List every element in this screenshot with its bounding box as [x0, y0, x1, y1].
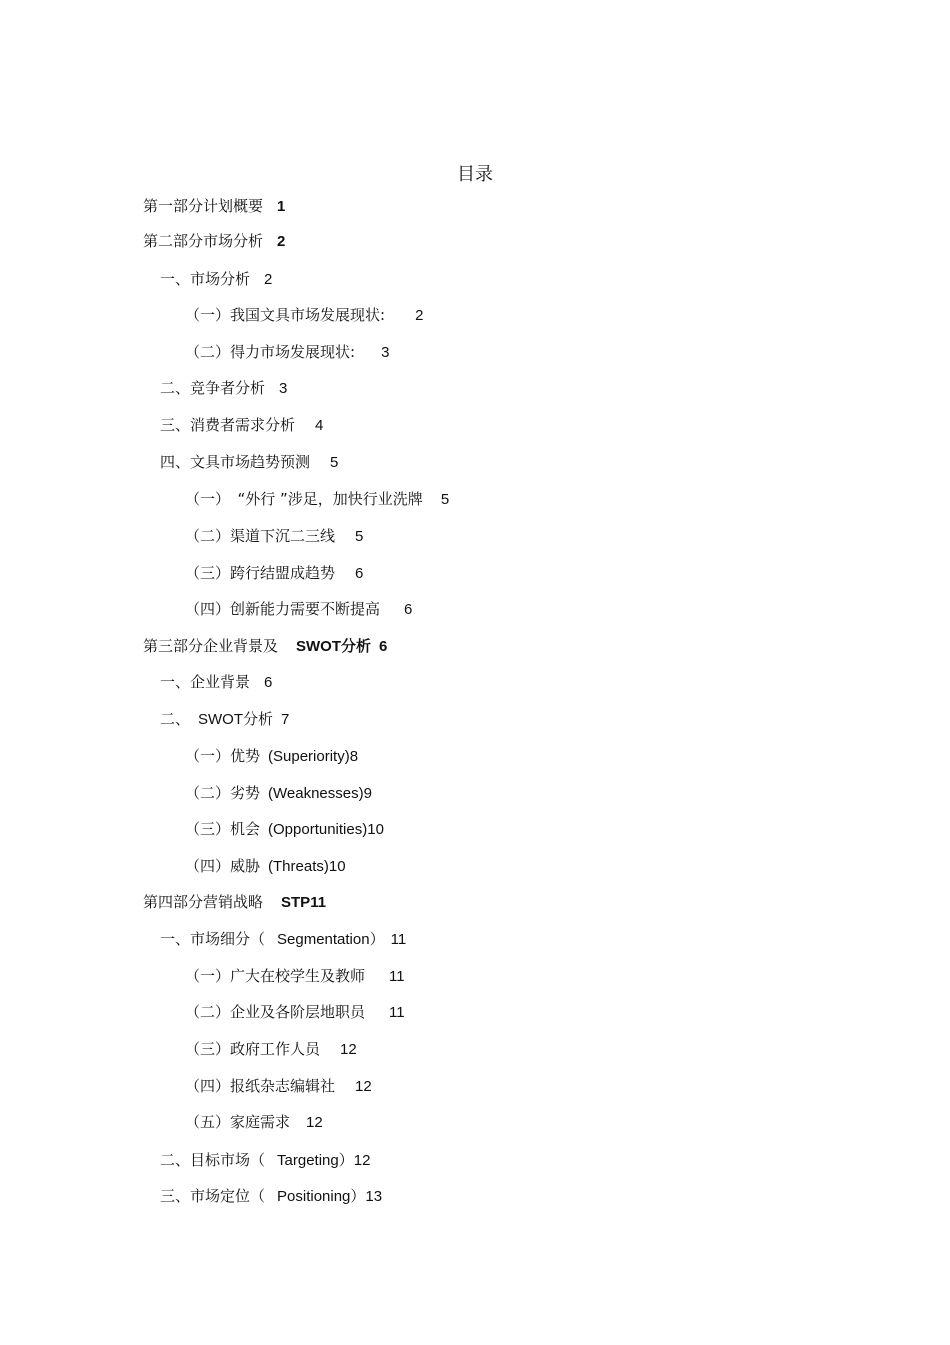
toc-entry-suffix: (Superiority)8	[268, 748, 359, 765]
toc-entry-text: 二、竞争者分析	[160, 379, 266, 397]
toc-entry-suffix: (Opportunities)10	[268, 821, 384, 838]
toc-entry-page: 3	[381, 344, 390, 361]
toc-entry-suffix: (Weaknesses)9	[268, 785, 372, 802]
toc-title: 目录	[457, 164, 493, 185]
toc-entry-page: 12	[306, 1114, 323, 1131]
toc-entry-page: 5	[330, 454, 339, 471]
toc-entry-suffix: Targeting）12	[277, 1152, 371, 1169]
toc-entry-text: （一）我国文具市场发展现状:	[185, 306, 386, 324]
toc-entry	[160, 1148, 370, 1172]
toc-entry-suffix: SWOT分析	[296, 638, 372, 655]
toc-entry-text: （四）报纸杂志编辑社	[185, 1077, 336, 1095]
toc-entry-text: 第二部分市场分析	[143, 232, 264, 250]
toc-entry	[185, 1037, 357, 1061]
toc-entry-text: （四）创新能力需要不断提高	[185, 600, 381, 618]
toc-entry-text: 三、市场定位（	[160, 1187, 266, 1205]
toc-entry-page: 12	[340, 1041, 357, 1058]
toc-entry-page: 2	[264, 271, 273, 288]
toc-entry-page: 6	[379, 638, 388, 655]
toc-entry-text: 第一部分计划概要	[143, 197, 264, 215]
toc-entry-text: 第三部分企业背景及	[143, 637, 279, 655]
toc-entry-text: （二）得力市场发展现状:	[185, 343, 356, 361]
toc-entry-page: 11	[390, 931, 407, 948]
toc-entry	[143, 229, 285, 253]
toc-entry-suffix: Positioning）13	[277, 1188, 383, 1205]
toc-entry	[160, 450, 338, 474]
toc-entry	[160, 927, 406, 951]
toc-entry-suffix: STP11	[281, 894, 327, 911]
toc-entry	[160, 376, 287, 400]
toc-entry-text: 二、目标市场（	[160, 1151, 266, 1169]
toc-entry-page: 7	[281, 711, 290, 728]
toc-entry	[160, 1184, 382, 1208]
toc-entry-page: 6	[404, 601, 413, 618]
toc-entry	[185, 303, 423, 327]
toc-entry-text: 四、文具市场趋势预测	[160, 453, 311, 471]
toc-entry-text: 三、消费者需求分析	[160, 416, 296, 434]
toc-entry-suffix: (Threats)10	[268, 858, 346, 875]
toc-entry	[185, 1074, 372, 1098]
toc-entry-page: 12	[355, 1078, 372, 1095]
toc-entry-page: 6	[264, 674, 273, 691]
toc-entry	[185, 487, 449, 511]
toc-entry-text: （一） “外行 ”涉足，加快行业洗牌	[185, 490, 423, 508]
toc-entry-page: 4	[315, 417, 324, 434]
toc-entry	[185, 744, 358, 768]
toc-entry	[185, 561, 363, 585]
toc-entry-page: 5	[355, 528, 364, 545]
toc-entry-page: 11	[389, 968, 405, 985]
toc-entry-page: 2	[277, 233, 286, 250]
toc-entry	[185, 1000, 405, 1024]
toc-entry-page: 6	[355, 565, 364, 582]
toc-entry	[185, 817, 384, 841]
toc-entry-page: 11	[389, 1004, 405, 1021]
toc-entry	[143, 890, 326, 914]
toc-entry-text: （三）机会	[185, 820, 261, 838]
toc-entry	[160, 707, 289, 731]
toc-entry-text: （一）广大在校学生及教师	[185, 967, 366, 985]
toc-entry-text: 第四部分营销战略	[143, 893, 264, 911]
toc-entry-text: 一、市场分析	[160, 270, 251, 288]
toc-entry-text: （二）劣势	[185, 784, 261, 802]
toc-entry-text: （五）家庭需求	[185, 1113, 291, 1131]
toc-entry	[143, 634, 387, 658]
toc-entry-text: 一、企业背景	[160, 673, 251, 691]
toc-entry	[185, 340, 389, 364]
toc-entry	[143, 194, 285, 218]
toc-entry	[185, 1110, 323, 1134]
toc-entry	[185, 524, 363, 548]
toc-entry-text: （二）企业及各阶层地职员	[185, 1003, 366, 1021]
toc-entry	[185, 854, 346, 878]
toc-entry-text: （二）渠道下沉二三线	[185, 527, 336, 545]
toc-entry-page: 5	[440, 491, 450, 508]
toc-entry-text: （四）威胁	[185, 857, 261, 875]
toc-entry-page: 1	[277, 198, 286, 215]
toc-entry-page: 2	[415, 307, 424, 324]
toc-entry	[185, 597, 412, 621]
toc-entry-text: 一、市场细分（	[160, 930, 266, 948]
toc-entry-text: （三）跨行结盟成趋势	[185, 564, 336, 582]
toc-entry-suffix: SWOT分析	[198, 711, 274, 728]
toc-entry	[185, 964, 405, 988]
toc-entry	[160, 413, 323, 437]
toc-entry	[185, 781, 372, 805]
toc-entry-page: 3	[279, 380, 288, 397]
toc-entry	[160, 267, 272, 291]
toc-entry-suffix: Segmentation）	[277, 931, 385, 948]
toc-entry-text: （三）政府工作人员	[185, 1040, 321, 1058]
toc-entry-text: （一）优势	[185, 747, 261, 765]
toc-entry	[160, 670, 272, 694]
toc-entry-text: 二、	[160, 710, 191, 728]
